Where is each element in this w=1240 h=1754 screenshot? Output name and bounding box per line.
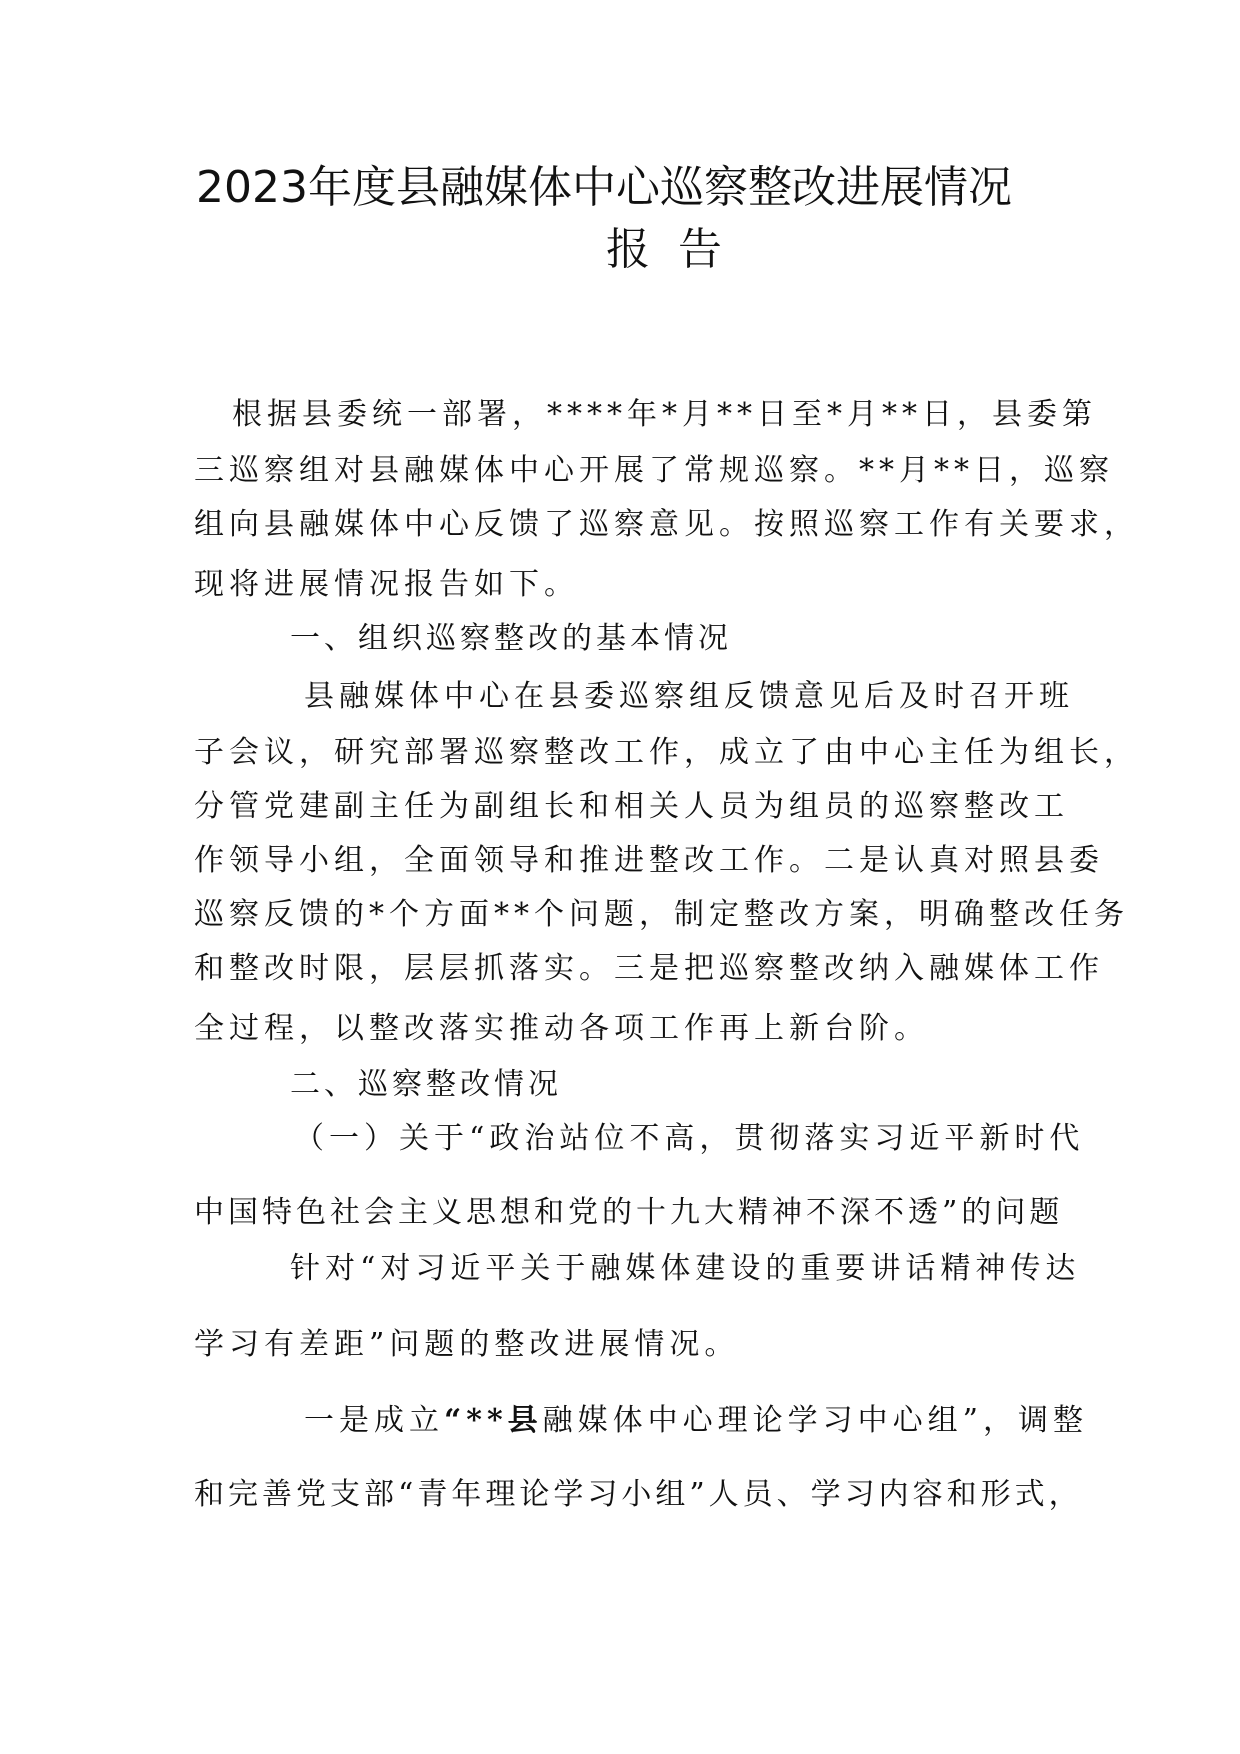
section-heading: 二、巡察整改情况 [290, 1067, 562, 1102]
paragraph-line: 三巡察组对县融媒体中心开展了常规巡察。**月**日，巡察 [194, 453, 1114, 488]
paragraph-line: 学习有差距”问题的整改进展情况。 [194, 1327, 740, 1362]
section-heading: 一、组织巡察整改的基本情况 [290, 621, 732, 656]
paragraph-line [304, 1403, 1088, 1438]
paragraph-line: 巡察反馈的*个方面**个问题，制定整改方案，明确整改任务 [194, 897, 1129, 932]
paragraph-text: 融媒体中心理论学习中心组”，调整 [542, 1403, 1088, 1438]
paragraph-line: 针对“对习近平关于融媒体建设的重要讲话精神传达 [290, 1251, 1081, 1286]
paragraph-line: 全过程，以整改落实推动各项工作再上新台阶。 [194, 1011, 929, 1046]
paragraph-text: 一是成立 [304, 1403, 444, 1438]
paragraph-line: 和完善党支部“青年理论学习小组”人员、学习内容和形式， [194, 1477, 1083, 1512]
subsection-heading-line: （一）关于“政治站位不高，贯彻落实习近平新时代 [294, 1121, 1085, 1156]
paragraph-line: 根据县委统一部署，****年*月**日至*月**日，县委第 [232, 397, 1097, 432]
document-title: 2023年度县融媒体中心巡察整改进展情况 [196, 162, 1012, 213]
paragraph-line: 现将进展情况报告如下。 [194, 567, 579, 602]
paragraph-line: 和整改时限，层层抓落实。三是把巡察整改纳入融媒体工作 [194, 951, 1104, 986]
paragraph-line: 县融媒体中心在县委巡察组反馈意见后及时召开班 [304, 679, 1074, 714]
subsection-heading-line: 中国特色社会主义思想和党的十九大精神不深不透”的问题 [194, 1195, 1064, 1230]
paragraph-line: 作领导小组，全面领导和推进整改工作。二是认真对照县委 [194, 843, 1104, 878]
paragraph-line: 子会议，研究部署巡察整改工作，成立了由中心主任为组长， [194, 735, 1139, 770]
paragraph-line: 分管党建副主任为副组长和相关人员为组员的巡察整改工 [194, 789, 1069, 824]
emphasized-text: “**县 [444, 1403, 543, 1438]
paragraph-line: 组向县融媒体中心反馈了巡察意见。按照巡察工作有关要求， [194, 507, 1139, 542]
document-title-continued: 报告 [606, 224, 750, 275]
